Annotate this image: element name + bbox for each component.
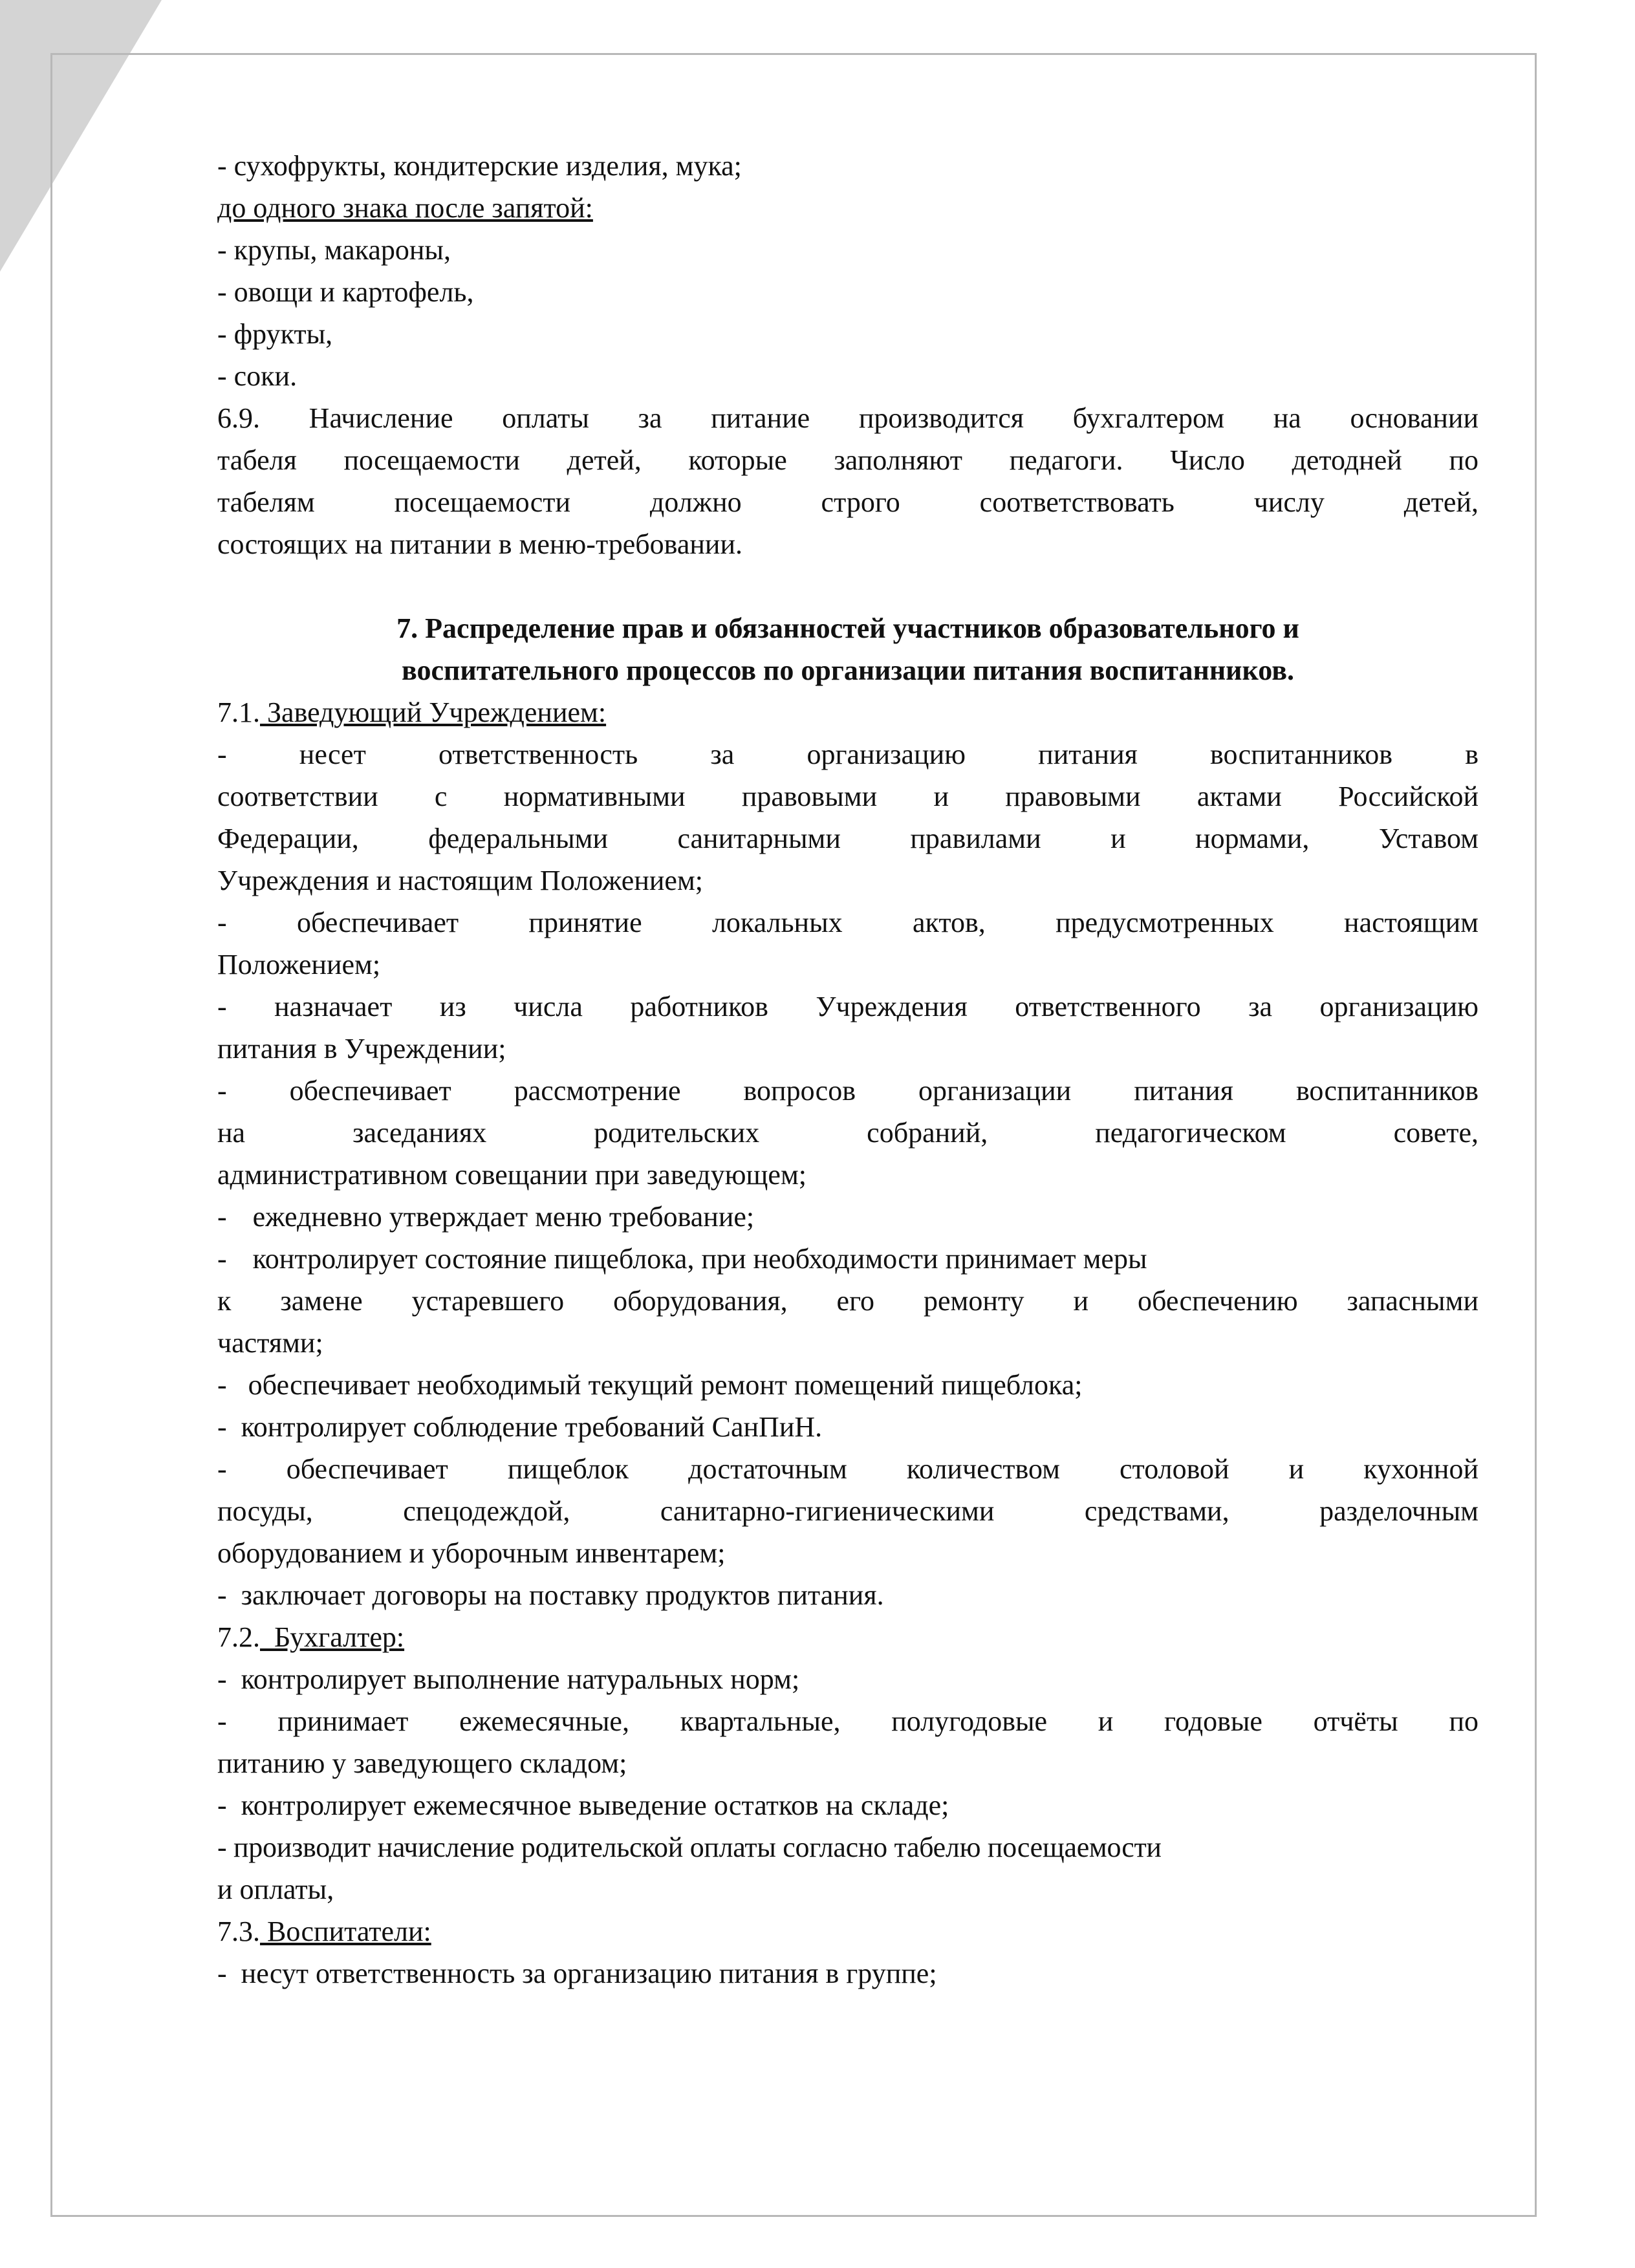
list-item-line: посуды, спецодеждой, санитарно-гигиеническими средствами, разделочным bbox=[217, 1495, 1478, 1527]
list-item-line: питанию у заведующего складом; bbox=[217, 1747, 627, 1779]
subsection-7-3-heading bbox=[217, 1910, 1478, 1952]
list-item-text: ежедневно утверждает меню требование; bbox=[252, 1201, 755, 1233]
list-dash: - bbox=[217, 1201, 227, 1233]
subsection-title: Заведующий Учреждением: bbox=[260, 697, 607, 728]
list-item-line: - несет ответственность за организацию питания воспитанников в bbox=[217, 739, 1478, 770]
blank-line bbox=[217, 565, 1478, 607]
list-item-line: - контролирует выполнение натуральных норм; bbox=[217, 1663, 800, 1695]
paragraph-6-9-line: 6.9. Начисление оплаты за питание производится бухгалтером на основании bbox=[217, 402, 1478, 434]
list-item-line: на заседаниях родительских собраний, педагогическом совете, bbox=[217, 1117, 1478, 1149]
list-item-line: Положением; bbox=[217, 949, 381, 980]
list-item-line: - контролирует соблюдение требований СанПиН. bbox=[217, 1411, 823, 1443]
subsection-number: 7.1. bbox=[217, 697, 260, 728]
text-line: - соки. bbox=[217, 360, 298, 392]
list-dash: - bbox=[217, 1243, 227, 1275]
section-7-title: воспитательного процессов по организации питания воспитанников. bbox=[402, 654, 1294, 686]
list-item-line: Учреждения и настоящим Положением; bbox=[217, 865, 704, 896]
list-item-line: частями; bbox=[217, 1327, 323, 1359]
text-line: - сухофрукты, кондитерские изделия, мука; bbox=[217, 150, 742, 182]
text-line: - фрукты, bbox=[217, 318, 333, 350]
list-item-line: питания в Учреждении; bbox=[217, 1033, 506, 1064]
list-item-line: - производит начисление родительской оплаты согласно табелю посещаемости bbox=[217, 1831, 1162, 1863]
list-item-line: - обеспечивает принятие локальных актов, предусмотренных настоящим bbox=[217, 907, 1478, 938]
paragraph-6-9-line: состоящих на питании в меню-требовании. bbox=[217, 528, 743, 560]
subsection-number: 7.3. bbox=[217, 1916, 260, 1947]
document-body bbox=[217, 145, 1478, 1994]
list-item-line: - заключает договоры на поставку продуктов питания. bbox=[217, 1579, 884, 1611]
paragraph-6-9-line: табеля посещаемости детей, которые заполняют педагоги. Число детодней по bbox=[217, 444, 1478, 476]
list-item-line: соответствии с нормативными правовыми и правовыми актами Российской bbox=[217, 781, 1478, 812]
subsection-7-2-heading bbox=[217, 1616, 1478, 1658]
list-item-line: - обеспечивает рассмотрение вопросов организации питания воспитанников bbox=[217, 1075, 1478, 1107]
list-item-line: Федерации, федеральными санитарными правилами и нормами, Уставом bbox=[217, 823, 1478, 854]
text-line: - крупы, макароны, bbox=[217, 234, 451, 266]
list-item-line: - обеспечивает необходимый текущий ремонт помещений пищеблока; bbox=[217, 1369, 1083, 1401]
list-item-line bbox=[217, 1196, 1478, 1238]
subsection-title: Воспитатели: bbox=[260, 1916, 431, 1947]
list-item-line: оборудованием и уборочным инвентарем; bbox=[217, 1537, 726, 1569]
list-item-line: административном совещании при заведующем; bbox=[217, 1159, 807, 1191]
list-item-line bbox=[217, 1238, 1478, 1280]
list-item-line: - несут ответственность за организацию питания в группе; bbox=[217, 1958, 937, 1989]
list-item-text: контролирует состояние пищеблока, при необходимости принимает меры bbox=[252, 1243, 1147, 1275]
list-item-line: - назначает из числа работников Учреждения ответственного за организацию bbox=[217, 991, 1478, 1022]
text-line-underlined: до одного знака после запятой: bbox=[217, 192, 593, 224]
list-item-line: - обеспечивает пищеблок достаточным количеством столовой и кухонной bbox=[217, 1453, 1478, 1485]
list-item-line: и оплаты, bbox=[217, 1874, 334, 1905]
subsection-title: Бухгалтер: bbox=[260, 1621, 405, 1653]
text-line: - овощи и картофель, bbox=[217, 276, 474, 308]
list-item-line: к замене устаревшего оборудования, его ремонту и обеспечению запасными bbox=[217, 1285, 1478, 1317]
section-7-title: 7. Распределение прав и обязанностей участников образовательного и bbox=[396, 612, 1299, 644]
subsection-7-1-heading bbox=[217, 691, 1478, 733]
subsection-number: 7.2. bbox=[217, 1621, 260, 1653]
paragraph-6-9-line: табелям посещаемости должно строго соответствовать числу детей, bbox=[217, 486, 1478, 518]
list-item-line: - контролирует ежемесячное выведение остатков на складе; bbox=[217, 1789, 949, 1821]
list-item-line: - принимает ежемесячные, квартальные, полугодовые и годовые отчёты по bbox=[217, 1705, 1478, 1737]
